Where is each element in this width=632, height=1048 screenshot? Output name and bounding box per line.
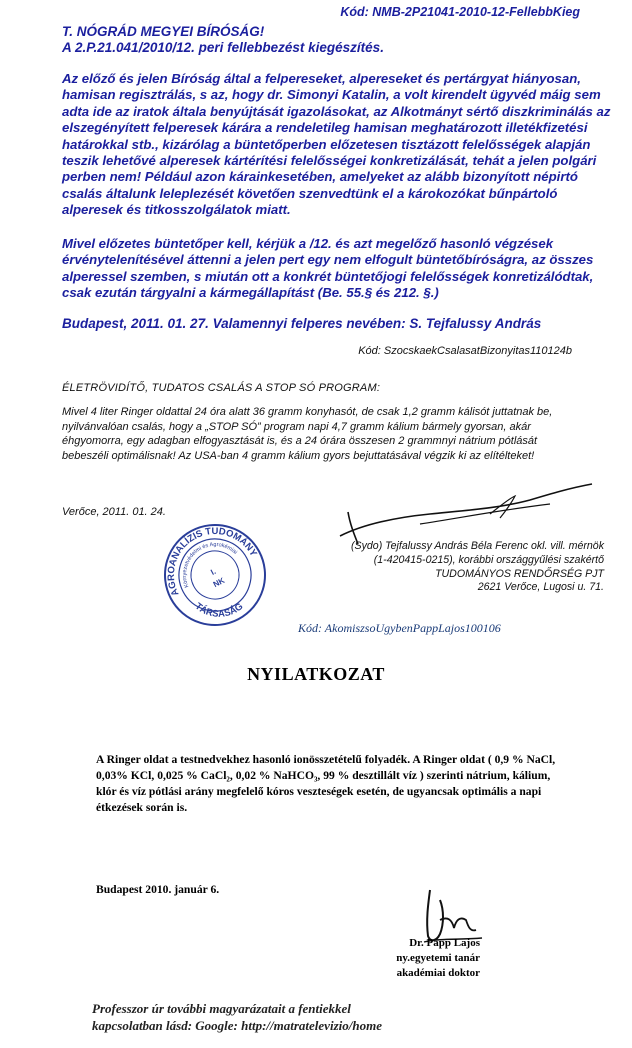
document-code: Kód: NMB-2P21041-2010-12-FellebbKieg: [340, 5, 580, 19]
case-reference: A 2.P.21.041/2010/12. peri fellebbezést kiegészítés.: [62, 40, 384, 55]
footer-note: [92, 1000, 452, 1034]
svg-text:NK: NK: [211, 575, 227, 590]
declaration-title: NYILATKOZAT: [247, 664, 385, 684]
document-header: [62, 24, 384, 56]
handwritten-signature-tejfalussy: [300, 478, 600, 548]
declaration-body: A Ringer oldat a testnedvekhez hasonló ionösszetételű folyadék. A Ringer oldat ( 0,9 % NaCl, 0,03% KCl, 0,025 % CaCl₂, 0,02 % NaHCO₃, 99 % desztillált víz ) szerinti nátrium, kálium, klór és víz pótlási arány megfelelő kóros veszteségek esetén, de ugyancsak optimális a napi étkezések során is.: [96, 753, 556, 814]
footer-line-2: kapcsolatban lásd: Google: http://matratelevizio/home: [92, 1018, 382, 1033]
signer-id: (1-420415-0215), korábbi országgyűlési szakértő: [373, 553, 604, 566]
svg-text:TÁRSASÁG: TÁRSASÁG: [192, 600, 246, 620]
official-stamp: [133, 520, 270, 630]
section2-signature: [264, 540, 604, 595]
footer-line-1: Professzor úr további magyarázatait a fentiekkel: [92, 1001, 351, 1016]
svg-text:AGROANALÍZIS TUDOMÁNYOS: AGROANALÍZIS TUDOMÁNYOS: [133, 525, 259, 598]
section2-body: Mivel 4 liter Ringer oldattal 24 óra alatt 36 gramm konyhasót, de csak 1,2 gramm kálisót juttatnak be, nyilvánvalóan csalás, hogy a „STOP SÓ” program napi 4,7 gramm kálium bármely gyorsan, akár éhgyomorra, egy adagban elfogyasztását is, és a 24 órára összesen 2 grammnyi nátrium pótlását bebeszéli optimálisnak! Az USA-ban 4 gramm kálium gyors bejuttatásával végzik ki az elítélteket!: [62, 406, 553, 462]
signer-address: 2621 Verőce, Lugosi u. 71.: [477, 581, 604, 594]
signer-name: (Sydo) Tejfalussy András Béla Ferenc okl. vill. mérnök: [351, 540, 604, 552]
paragraph-1: Az előző és jelen Bíróság által a felpereseket, alpereseket és pertárgyat hiányosan, hamisan regisztrálás, s az, hogy dr. Simonyi Katalin, a volt kirendelt ügyvéd máig sem adta ide az iratok általa benyújtását igazolásokat, az Alkotmányt sértő diszkriminálás az elszegényített felperesek kárára a rendeletileg hamisan meghatározott illetékfizetési határokkal stb., kizárólag a büntetőperben előzetesen tisztázott felelősségek alapján teszik lehetővé alperesek kártérítési felelősségei konkretizálását, tehát a jelen polgári perben nem! Például azon kárainkesetében, amelyeket az alább bizonyított népirtó csalás általunk leleplezését követően szenvedtünk el a károkozókat bűnpártoló alperesek és titkosszolgálatok miatt.: [62, 71, 611, 218]
declaration-date: Budapest 2010. január 6.: [96, 883, 220, 896]
section2-title: ÉLETRÖVIDÍTŐ, TUDATOS CSALÁS A STOP SÓ PROGRAM:: [62, 382, 381, 394]
svg-text:Környezetvédelmi és Agrokémiai: Környezetvédelmi és Agrokémiai: [181, 542, 238, 589]
section3-code: Kód: AkomiszsoUgybenPappLajos100106: [298, 621, 501, 635]
declaration-signature: [370, 936, 480, 981]
professor-name: Dr. Papp Lajos: [409, 937, 480, 949]
section2-code: Kód: SzocskaekCsalasatBizonyitas110124b: [358, 345, 572, 357]
signer-organization: TUDOMÁNYOS RENDŐRSÉG PJT: [435, 567, 604, 580]
court-name: T. NÓGRÁD MEGYEI BÍRÓSÁG!: [62, 24, 265, 39]
professor-degree: akadémiai doktor: [396, 967, 480, 979]
professor-title: ny.egyetemi tanár: [396, 952, 480, 964]
signature-line: Budapest, 2011. 01. 27. Valamennyi felperes nevében: S. Tejfalussy András: [62, 316, 542, 331]
paragraph-2: Mivel előzetes büntetőper kell, kérjük a /12. és azt megelőző hasonló végzések érvénytelenítésével áttenni a jelen pert egy nem elfogult büntetőbíróságra, az összes alperessel szemben, s miután ott a konkrét büntetőjogi felelősségek konretizálódtak, csak ezután tárgyalni a kármegállapítást (Be. 55.§ és 212. §.): [62, 236, 594, 301]
section2-date: Verőce, 2011. 01. 24.: [62, 506, 166, 518]
svg-text:I.: I.: [209, 566, 218, 577]
